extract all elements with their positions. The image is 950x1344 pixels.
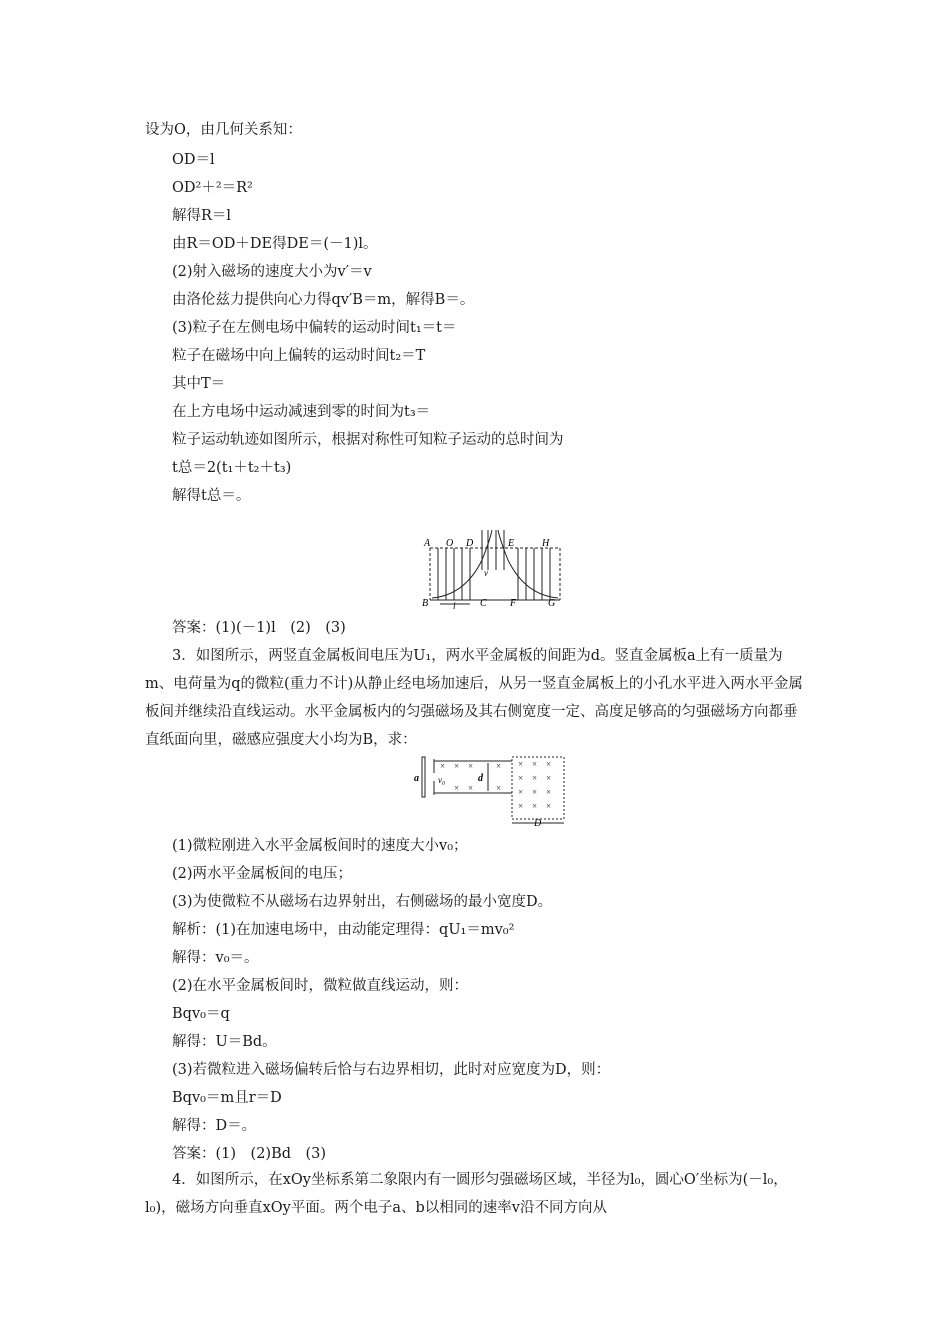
label-l: l [453,601,456,610]
field-mark: × [532,773,538,783]
label-D: D [534,818,542,827]
field-mark: × [468,783,474,793]
field-mark: × [518,759,524,769]
field-mark: × [532,801,538,811]
answer-line: 答案：(1)(－1)l (2) (3) [172,620,346,636]
field-mark: × [546,801,552,811]
field-mark: × [468,761,474,771]
question-4: 4．如图所示，在xOy坐标系第二象限内有一圆形匀强磁场区域，半径为l₀，圆心O′坐标为(－l₀，l₀)，磁场方向垂直xOy平面。两个电子a、b以相同的速率v沿不同方向从 [145,1172,788,1216]
field-mark: × [496,783,502,793]
equation-line: Bqv₀＝q [172,1006,230,1022]
label-H: H [542,538,550,549]
question-3: 3．如图所示，两竖直金属板间电压为U₁，两水平金属板的间距为d。竖直金属板a上有一质量为m、电荷量为q的微粒(重力不计)从静止经电场加速后，从另一竖直金属板上的小孔水平进入两水平金属板间并继续沿直线运动。水平金属板内的匀强磁场及其右侧宽度一定、高度足够高的匀强磁场方向都垂直纸面向里，磁感应强度大小均为B，求： [145,648,803,748]
field-mark: × [532,787,538,797]
field-mark: × [518,773,524,783]
label-G: G [548,598,556,609]
text-line: 解得：D＝。 [172,1118,257,1134]
text-line: 解得R＝l [172,208,232,224]
text-line: (2)射入磁场的速度大小为v′＝v [172,264,372,280]
text-line: 粒子运动轨迹如图所示，根据对称性可知粒子运动的总时间为 [172,432,564,448]
equation-line: Bqv₀＝m且r＝D [172,1090,282,1106]
label-v: v [484,568,488,578]
equation-line: OD²＋²＝R² [172,180,253,196]
label-a: a [414,773,419,784]
text-line: 在上方电场中运动减速到零的时间为t₃＝ [172,404,431,420]
text-line: 设为O，由几何关系知： [145,122,302,138]
text-line: 解得t总＝。 [172,488,251,504]
text-line: (3)若微粒进入磁场偏转后恰与右边界相切，此时对应宽度为D，则： [172,1062,611,1078]
text-line: (2)在水平金属板间时，微粒做直线运动，则： [172,978,469,994]
field-mark: × [454,783,460,793]
label-F: F [510,598,517,609]
label-O: O [446,538,454,549]
text-line: 由洛伦兹力提供向心力得qv′B＝m，解得B＝。 [172,292,475,308]
equation-line: t总＝2(t₁＋t₂＋t₃) [172,460,292,476]
text-line: 解得：U＝Bd。 [172,1034,277,1050]
field-mark: × [454,761,460,771]
field-mark: × [546,759,552,769]
text-line: 粒子在磁场中向上偏转的运动时间t₂＝T [172,348,426,364]
field-figure [412,755,572,827]
label-B: B [422,598,429,609]
field-mark: × [518,787,524,797]
text-line: (3)粒子在左侧电场中偏转的运动时间t₁＝t＝ [172,320,457,336]
text-line: (3)为使微粒不从磁场右边界射出，右侧磁场的最小宽度D。 [172,894,553,910]
label-D: D [466,538,474,549]
text-line: (2)两水平金属板间的电压； [172,866,353,882]
text-line: 其中T＝ [172,376,226,392]
text-line: 解得：v₀＝。 [172,950,259,966]
field-mark: × [532,759,538,769]
label-E: E [508,538,515,549]
equation-line: OD＝l [172,152,215,168]
text-line: 由R＝OD＋DE得DE＝(－1)l。 [172,236,378,252]
answer-line: 答案：(1) (2)Bd (3) [172,1146,327,1162]
label-d: d [478,773,483,784]
text-line: 解析：(1)在加速电场中，由动能定理得：qU₁＝mv₀² [172,922,515,938]
text-line: (1)微粒刚进入水平金属板间时的速度大小v₀； [172,838,468,854]
field-mark: × [440,761,446,771]
field-mark: × [546,787,552,797]
field-mark: × [518,801,524,811]
field-mark: × [546,773,552,783]
label-v0: v₀ [438,775,446,785]
label-A: A [424,538,431,549]
label-C: C [480,598,487,609]
trajectory-figure [420,530,570,610]
field-mark: × [496,761,502,771]
